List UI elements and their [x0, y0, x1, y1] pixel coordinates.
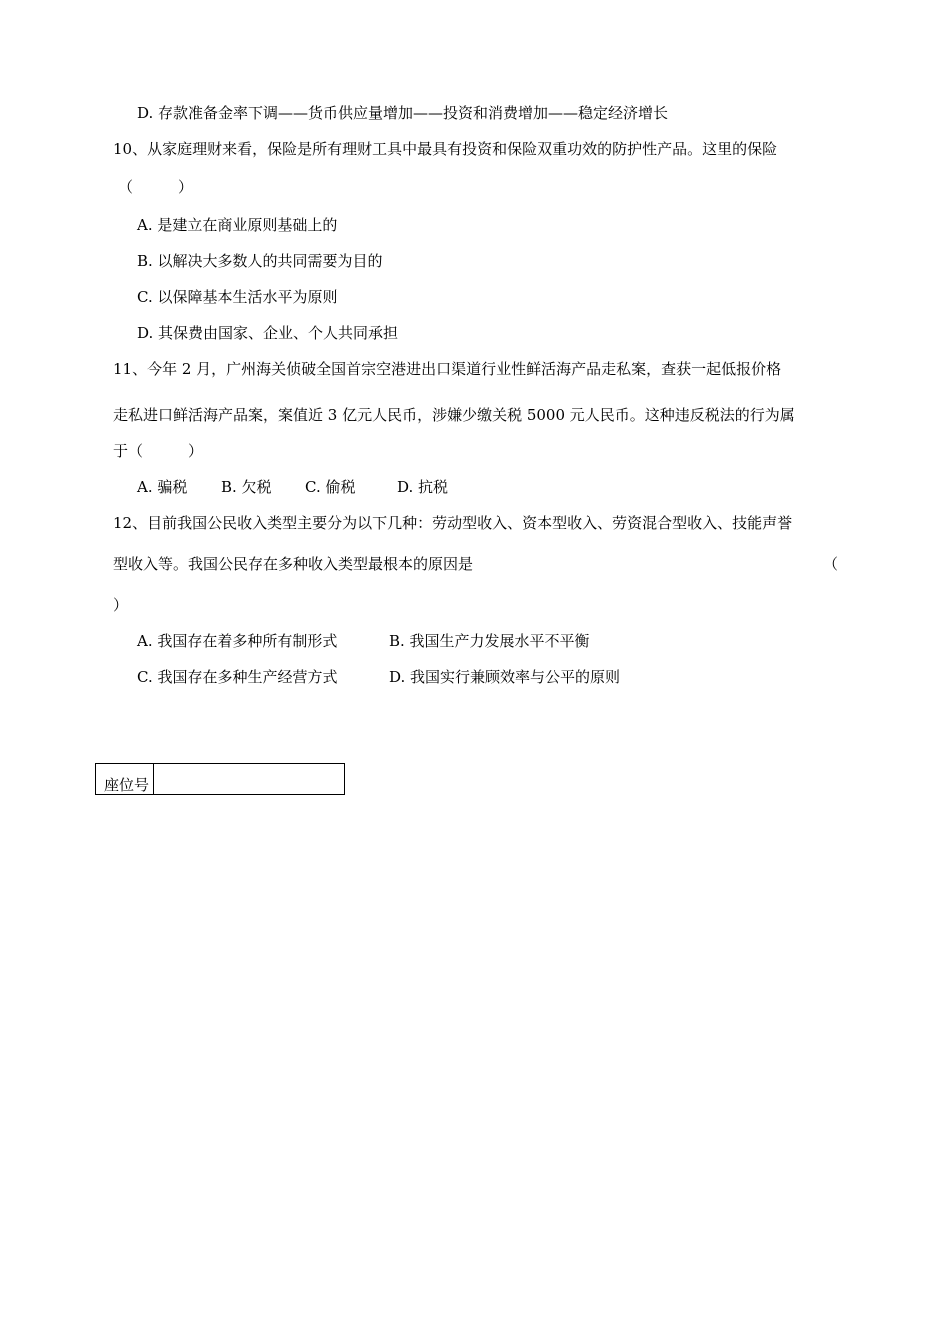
q12-paren-open: （ — [822, 555, 838, 573]
q11-option-d: D. 抗税 — [397, 478, 449, 496]
q10-option-c: C. 以保障基本生活水平为原则 — [137, 288, 338, 306]
q11-option-b: B. 欠税 — [221, 478, 272, 496]
q12-stem-line2: 型收入等。我国公民存在多种收入类型最根本的原因是 — [113, 555, 474, 573]
q11-option-c: C. 偷税 — [305, 478, 356, 496]
q11-stem-line1: 11、今年 2 月，广州海关侦破全国首宗空港进出口渠道行业性鲜活海产品走私案，查获一起低报价格 — [113, 360, 782, 378]
q12-option-a: A. 我国存在着多种所有制形式 — [137, 632, 338, 650]
q12-paren-close: ） — [113, 596, 129, 614]
seat-number-label: 座位号 — [104, 776, 150, 794]
q11-stem-line2: 走私进口鲜活海产品案，案值近 3 亿元人民币，涉嫌少缴关税 5000 元人民币。这种违反税法的行为属 — [113, 406, 795, 424]
seat-number-label-cell — [96, 764, 154, 794]
q9-option-d: D. 存款准备金率下调——货币供应量增加——投资和消费增加——稳定经济增长 — [137, 104, 669, 122]
q12-option-c: C. 我国存在多种生产经营方式 — [137, 668, 338, 686]
seat-number-table — [95, 763, 345, 795]
q11-stem-line3: 于（ ） — [113, 442, 204, 460]
q10-stem-line1 — [113, 139, 838, 159]
seat-number-field[interactable] — [154, 764, 344, 794]
q10-option-d: D. 其保费由国家、企业、个人共同承担 — [137, 324, 399, 342]
q10-option-b: B. 以解决大多数人的共同需要为目的 — [137, 252, 383, 270]
q10-option-a: A. 是建立在商业原则基础上的 — [137, 216, 338, 234]
q11-option-a: A. 骗税 — [137, 478, 188, 496]
q12-option-b: B. 我国生产力发展水平不平衡 — [389, 632, 590, 650]
q10-stem-text: 10、从家庭理财来看，保险是所有理财工具中最具有投资和保险双重功效的防护性产品。这里的保险 — [113, 140, 778, 158]
q12-stem-line1: 12、目前我国公民收入类型主要分为以下几种：劳动型收入、资本型收入、劳资混合型收入、技能声誉 — [113, 514, 793, 532]
q12-option-d: D. 我国实行兼顾效率与公平的原则 — [389, 668, 621, 686]
q10-answer-paren: （ ） — [118, 178, 194, 196]
